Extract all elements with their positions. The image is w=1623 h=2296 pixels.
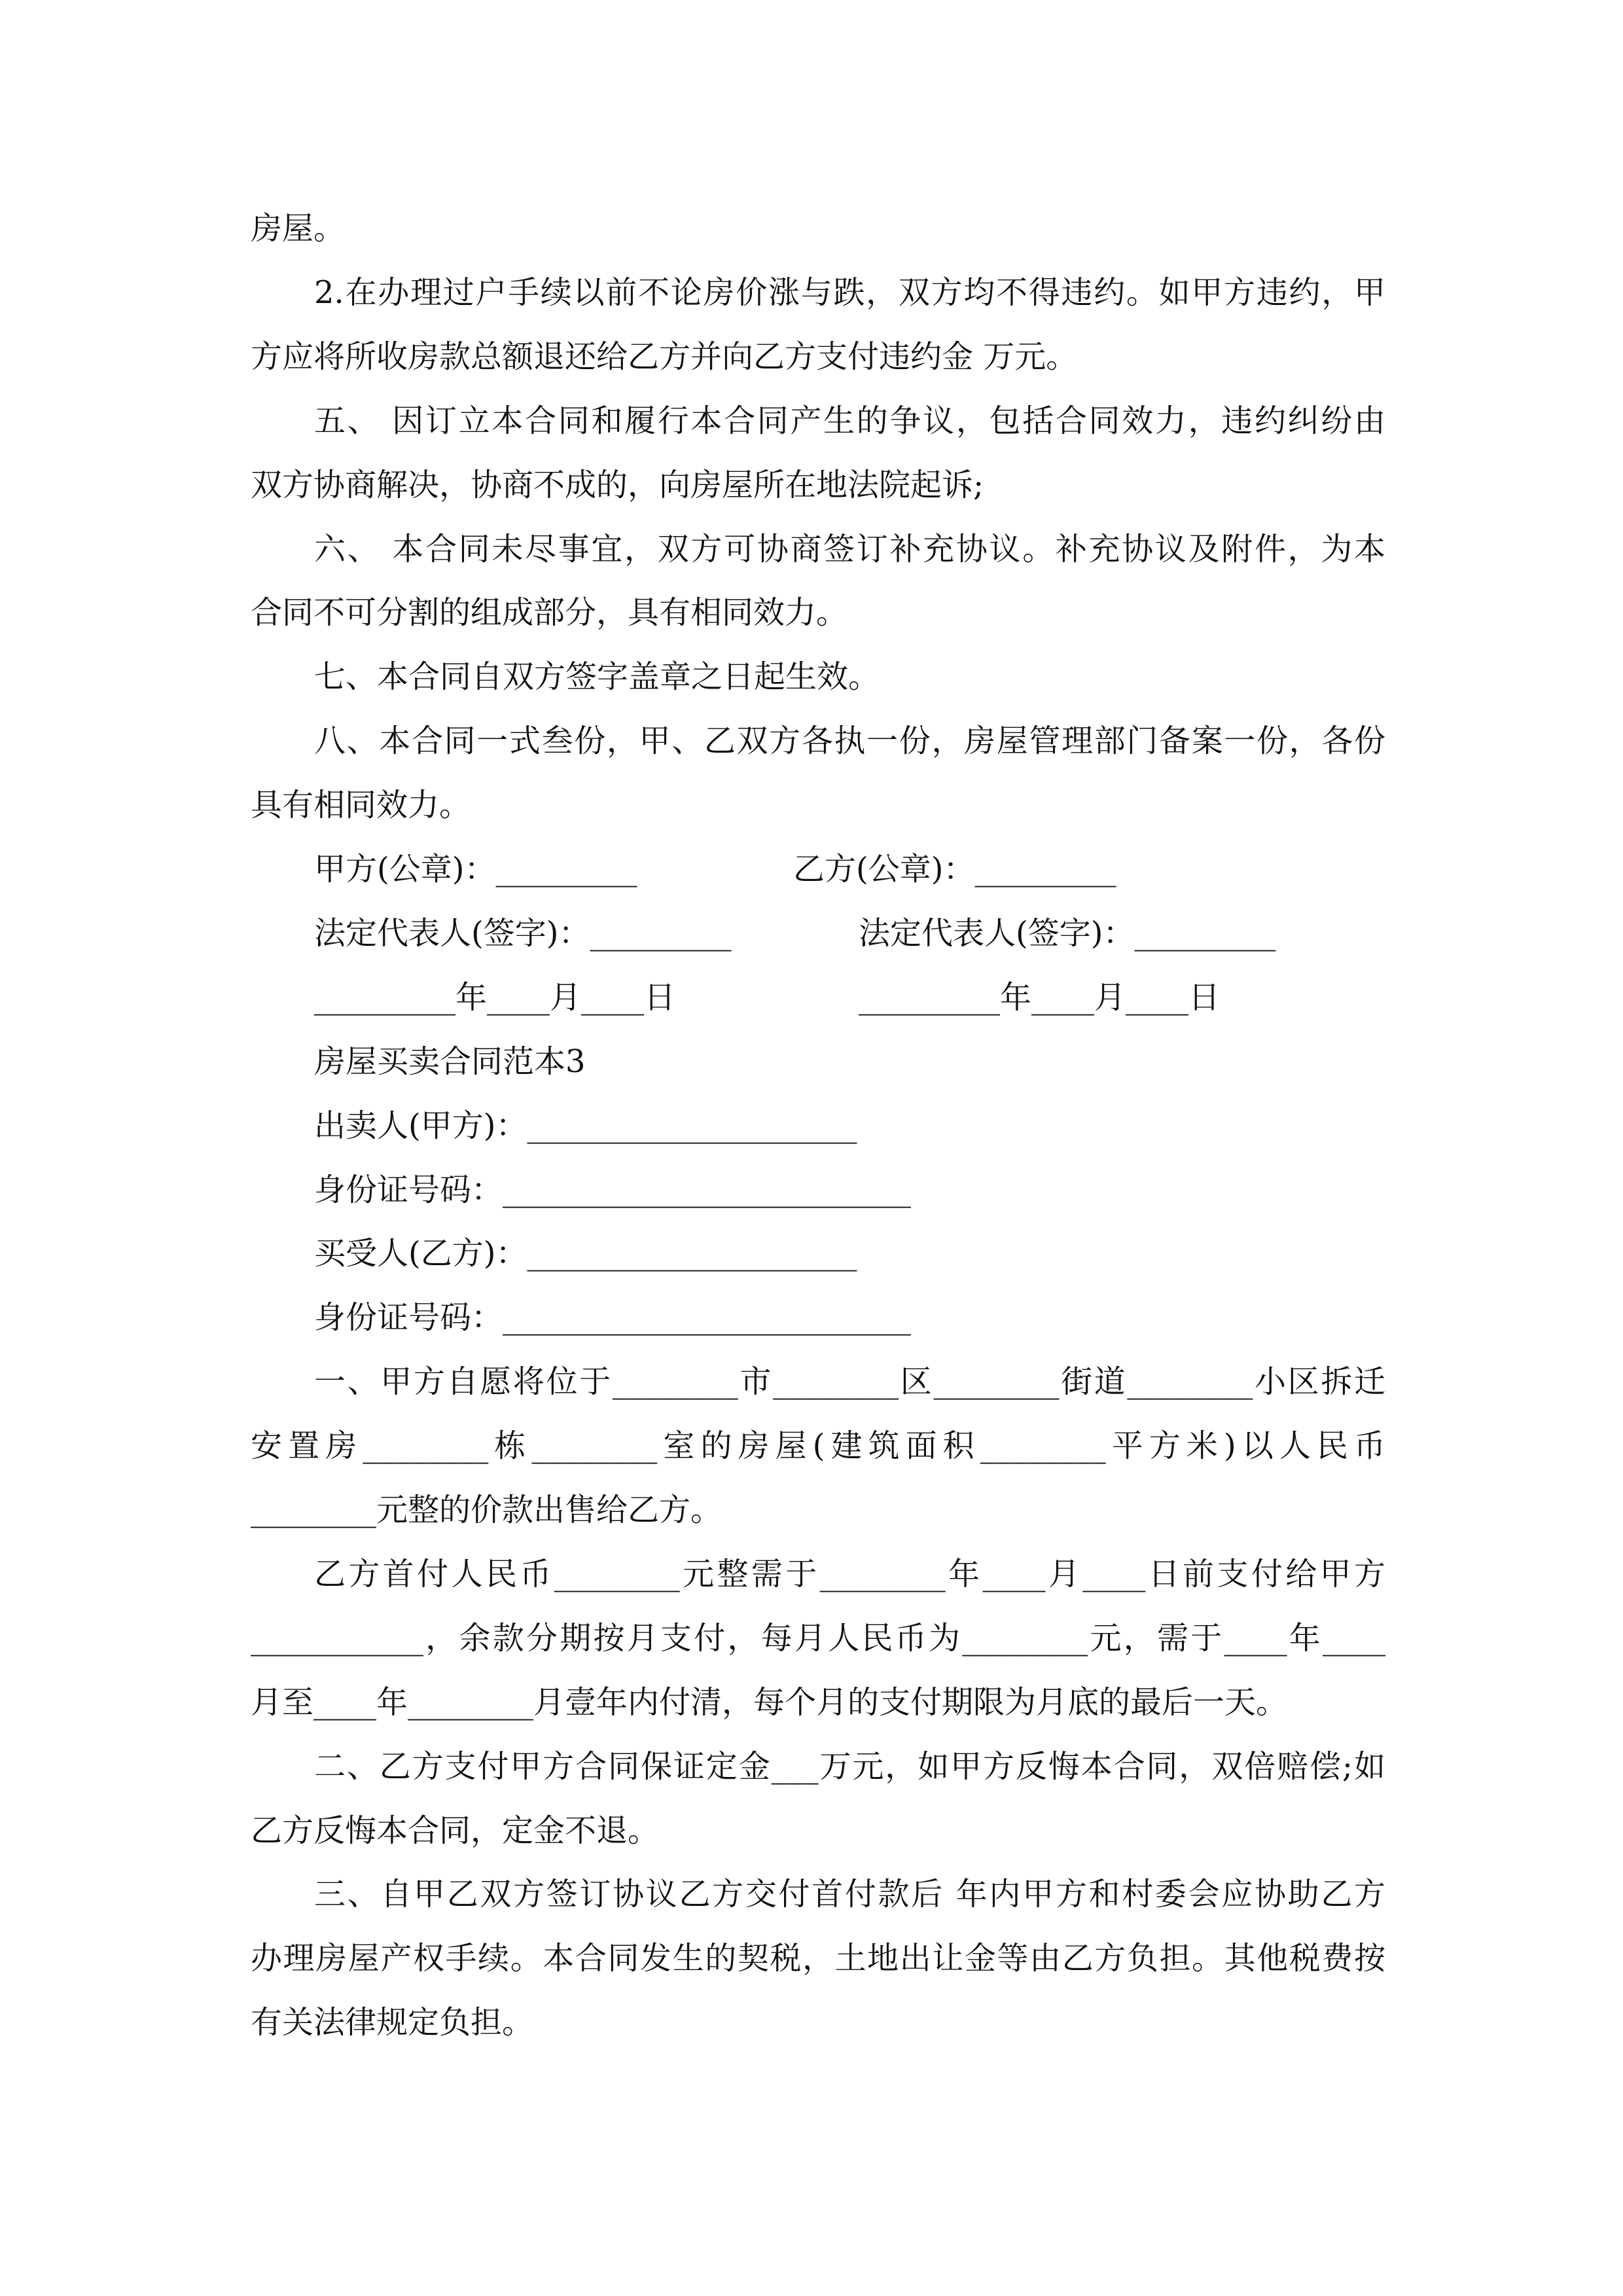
line-text: 三、自甲乙双方签订协议乙方交付首付款后 年内甲方和村委会应协助乙方 <box>314 1876 1385 1913</box>
line-text: 买受人(乙方)：_____________________ <box>314 1235 857 1272</box>
paragraph-line <box>314 1042 1385 1081</box>
line-text: 六、 本合同未尽事宜，双方可协商签订补充协议。补充协议及附件，为本 <box>314 530 1385 567</box>
right-column-text: _________年____月____日 <box>859 978 1221 1016</box>
line-text: 双方协商解决，协商不成的，向房屋所在地法院起诉; <box>251 466 984 503</box>
paragraph-line <box>314 657 1385 696</box>
paragraph-line <box>251 337 1385 376</box>
paragraph-line <box>314 978 1385 1017</box>
line-text: 办理房屋产权手续。本合同发生的契税，土地出让金等由乙方负担。其他税费按 <box>251 1940 1385 1977</box>
paragraph-line <box>314 1298 1385 1337</box>
right-column-text: 乙方(公章)：_________ <box>793 851 1116 888</box>
line-text: 具有相同效力。 <box>251 787 471 824</box>
line-text: 有关法律规定负担。 <box>251 2004 534 2041</box>
paragraph-line <box>314 1362 1385 1401</box>
line-text: 乙方首付人民币________元整需于________年____月____日前支付给甲方 <box>314 1555 1385 1592</box>
line-text: 合同不可分割的组成部分，具有相同效力。 <box>251 594 848 632</box>
paragraph-line <box>251 1619 1385 1658</box>
line-text: 身份证号码：__________________________ <box>314 1171 912 1208</box>
paragraph-line <box>314 1106 1385 1145</box>
line-text: 七、本合同自双方签字盖章之日起生效。 <box>314 658 880 696</box>
paragraph-line <box>314 401 1385 440</box>
paragraph-line <box>251 1490 1385 1530</box>
line-text: 2.在办理过户手续以前不论房价涨与跌，双方均不得违约。如甲方违约，甲 <box>314 274 1385 311</box>
line-text: 月至____年________月壹年内付清，每个月的支付期限为月底的最后一天。 <box>251 1683 1288 1721</box>
line-text: 出卖人(甲方)：_____________________ <box>314 1107 857 1144</box>
line-text: ___________，余款分期按月支付，每月人民币为________元，需于____年____ <box>251 1619 1385 1657</box>
paragraph-line <box>314 721 1385 761</box>
paragraph-line <box>314 1747 1385 1786</box>
paragraph-line <box>251 785 1385 825</box>
paragraph-line <box>251 465 1385 505</box>
paragraph-line <box>314 1234 1385 1273</box>
line-text: 方应将所收房款总额退还给乙方并向乙方支付违约金 万元。 <box>251 338 1078 375</box>
line-text: 五、 因订立本合同和履行本合同产生的争议，包括合同效力，违约纠纷由 <box>314 402 1385 439</box>
paragraph-line <box>251 1426 1385 1465</box>
paragraph-line <box>251 1683 1385 1722</box>
paragraph-line <box>314 1554 1385 1594</box>
line-text: 房屋买卖合同范本3 <box>314 1043 586 1080</box>
line-text: 甲方(公章)：_________ <box>314 851 637 888</box>
paragraph-line <box>251 209 1385 248</box>
line-text: 安置房________栋________室的房屋(建筑面积________平方米)以人民币 <box>251 1427 1385 1465</box>
line-text: 二、乙方支付甲方合同保证定金___万元，如甲方反悔本合同，双倍赔偿;如 <box>314 1748 1385 1785</box>
line-text: _________年____月____日 <box>314 978 676 1016</box>
paragraph-line <box>314 850 1385 889</box>
paragraph-line <box>251 593 1385 632</box>
paragraph-line <box>314 914 1385 953</box>
paragraph-line <box>251 1939 1385 1978</box>
paragraph-line <box>251 1811 1385 1850</box>
line-text: 乙方反悔本合同，定金不退。 <box>251 1812 660 1849</box>
line-text: 房屋。 <box>251 210 346 247</box>
paragraph-line <box>314 1170 1385 1210</box>
line-text: 法定代表人(签字)：_________ <box>314 914 732 952</box>
line-text: ________元整的价款出售给乙方。 <box>251 1492 722 1528</box>
line-text: 八、本合同一式叁份，甲、乙双方各执一份，房屋管理部门备案一份，各份 <box>314 723 1385 760</box>
paragraph-line <box>251 2003 1385 2042</box>
paragraph-line <box>314 273 1385 312</box>
right-column-text: 法定代表人(签字)：_________ <box>859 914 1276 952</box>
line-text: 一、甲方自愿将位于________市________区________街道________小区拆迁 <box>314 1363 1385 1401</box>
paragraph-line <box>314 529 1385 569</box>
line-text: 身份证号码：__________________________ <box>314 1299 912 1336</box>
paragraph-line <box>314 1874 1385 1914</box>
